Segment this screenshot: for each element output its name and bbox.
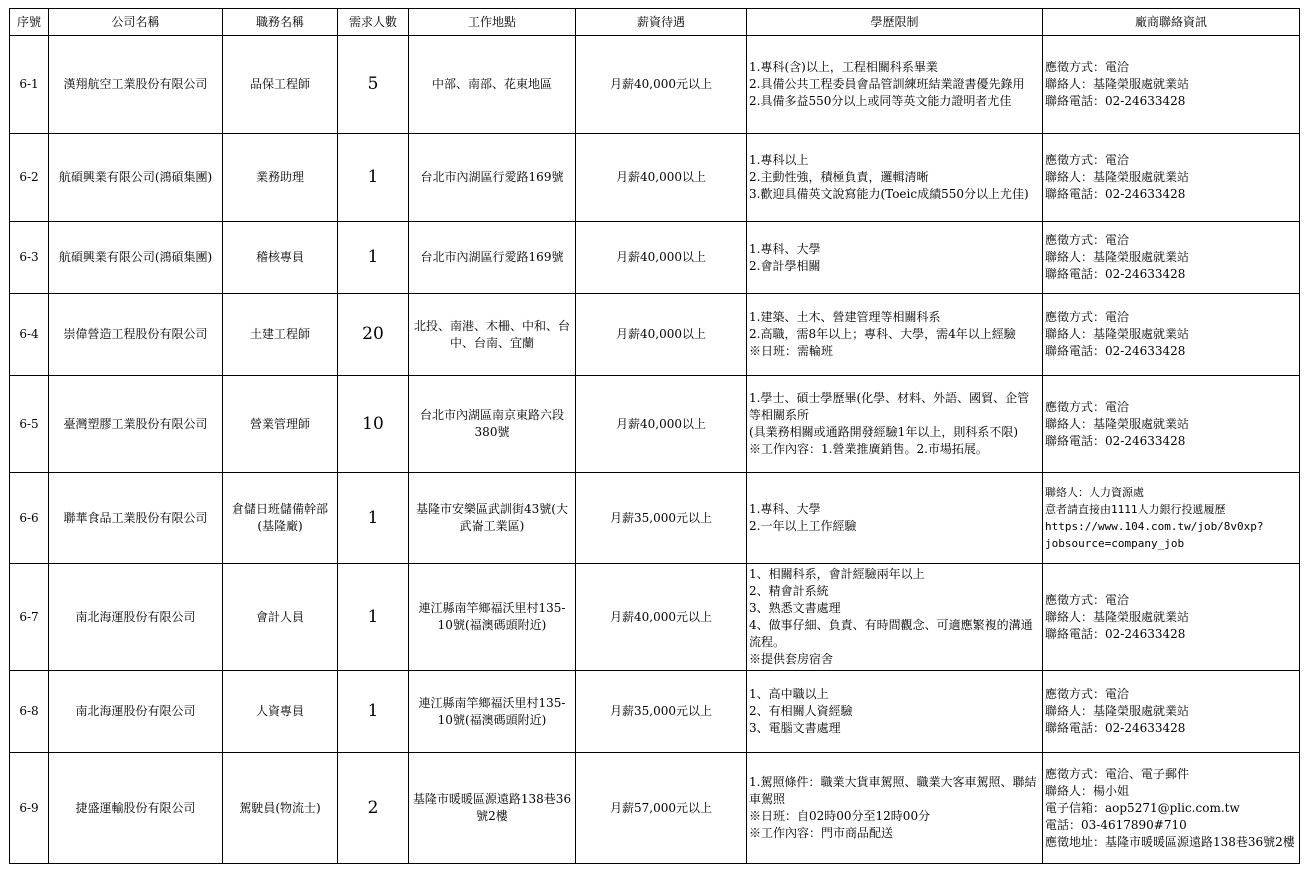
cell-requirements: 1.建築、土木、營建管理等相關科系 2.高職，需8年以上；專科、大學，需4年以上經驗 ※日班：需輪班 — [747, 294, 1043, 376]
cell-contact: 應徵方式：電洽 聯絡人：基隆榮服處就業站 聯絡電話：02-24633428 — [1043, 564, 1300, 671]
cell-location: 台北市內湖區行愛路169號 — [409, 222, 576, 294]
cell-id: 6-3 — [10, 222, 49, 294]
cell-count: 5 — [338, 36, 409, 134]
cell-count: 1 — [338, 134, 409, 222]
cell-company: 聯華食品工業股份有限公司 — [49, 473, 223, 564]
cell-id: 6-5 — [10, 376, 49, 473]
header-company: 公司名稱 — [49, 9, 223, 36]
cell-location: 中部、南部、花東地區 — [409, 36, 576, 134]
table-row — [10, 134, 1300, 222]
cell-requirements: 1.駕照條件：職業大貨車駕照、職業大客車駕照、聯結車駕照 ※日班：自02時00分至12時00分 ※工作內容：門市商品配送 — [747, 753, 1043, 864]
cell-position: 業務助理 — [223, 134, 338, 222]
header-id: 序號 — [10, 9, 49, 36]
cell-contact: 應徵方式：電洽、電子郵件 聯絡人：楊小姐 電子信箱：aop5271@plic.com.tw 電話：03-4617890#710 應徵地址：基隆市暖暖區源遠路138巷36號2樓 — [1043, 753, 1300, 864]
cell-requirements: 1.專科以上 2.主動性強，積極負責，邏輯清晰 3.歡迎具備英文說寫能力(Toeic成績550分以上尤佳) — [747, 134, 1043, 222]
cell-requirements: 1.學士、碩士學歷畢(化學、材料、外語、國貿、企管等相關系所 (具業務相關或通路開發經驗1年以上，則科系不限) ※工作內容：1.營業推廣銷售。2.市場拓展。 — [747, 376, 1043, 473]
cell-location: 台北市內湖區南京東路六段380號 — [409, 376, 576, 473]
cell-requirements: 1、高中職以上 2、有相關人資經驗 3、電腦文書處理 — [747, 671, 1043, 753]
cell-position: 駕駛員(物流士) — [223, 753, 338, 864]
cell-contact: 應徵方式：電洽 聯絡人：基隆榮服處就業站 聯絡電話：02-24633428 — [1043, 134, 1300, 222]
cell-company: 捷盛運輸股份有限公司 — [49, 753, 223, 864]
cell-contact: 應徵方式：電洽 聯絡人：基隆榮服處就業站 聯絡電話：02-24633428 — [1043, 376, 1300, 473]
job-listing-table — [9, 8, 1300, 864]
cell-position: 營業管理師 — [223, 376, 338, 473]
cell-company: 航碩興業有限公司(鴻碩集團) — [49, 222, 223, 294]
cell-count: 20 — [338, 294, 409, 376]
cell-id: 6-1 — [10, 36, 49, 134]
cell-contact: 聯絡人：人力資源處 意者請直接由1111人力銀行投遞履歷 https://www.104.com.tw/job/8v0xp?jobsource=company_job — [1043, 473, 1300, 564]
cell-salary: 月薪40,000以上 — [576, 376, 747, 473]
table-row — [10, 36, 1300, 134]
cell-count: 1 — [338, 473, 409, 564]
cell-company: 崇偉營造工程股份有限公司 — [49, 294, 223, 376]
cell-salary: 月薪40,000以上 — [576, 134, 747, 222]
header-location: 工作地點 — [409, 9, 576, 36]
cell-id: 6-7 — [10, 564, 49, 671]
cell-location: 連江縣南竿鄉福沃里村135-10號(福澳碼頭附近) — [409, 564, 576, 671]
cell-salary: 月薪40,000元以上 — [576, 564, 747, 671]
cell-count: 2 — [338, 753, 409, 864]
header-count: 需求人數 — [338, 9, 409, 36]
cell-position: 稽核專員 — [223, 222, 338, 294]
header-contact: 廠商聯絡資訊 — [1043, 9, 1300, 36]
cell-position: 人資專員 — [223, 671, 338, 753]
header-row — [10, 9, 1300, 36]
table-row — [10, 376, 1300, 473]
cell-count: 1 — [338, 671, 409, 753]
cell-salary: 月薪40,000元以上 — [576, 36, 747, 134]
cell-requirements: 1.專科、大學 2.一年以上工作經驗 — [747, 473, 1043, 564]
cell-salary: 月薪35,000元以上 — [576, 473, 747, 564]
cell-location: 連江縣南竿鄉福沃里村135-10號(福澳碼頭附近) — [409, 671, 576, 753]
cell-contact: 應徵方式：電洽 聯絡人：基隆榮服處就業站 聯絡電話：02-24633428 — [1043, 294, 1300, 376]
cell-id: 6-6 — [10, 473, 49, 564]
cell-salary: 月薪35,000元以上 — [576, 671, 747, 753]
table-row — [10, 671, 1300, 753]
cell-salary: 月薪40,000以上 — [576, 294, 747, 376]
cell-company: 臺灣塑膠工業股份有限公司 — [49, 376, 223, 473]
cell-position: 倉儲日班儲備幹部(基隆廠) — [223, 473, 338, 564]
header-position: 職務名稱 — [223, 9, 338, 36]
cell-contact: 應徵方式：電洽 聯絡人：基隆榮服處就業站 聯絡電話：02-24633428 — [1043, 36, 1300, 134]
cell-id: 6-8 — [10, 671, 49, 753]
cell-company: 漢翔航空工業股份有限公司 — [49, 36, 223, 134]
header-requirements: 學歷限制 — [747, 9, 1043, 36]
cell-company: 南北海運股份有限公司 — [49, 671, 223, 753]
cell-position: 會計人員 — [223, 564, 338, 671]
cell-count: 1 — [338, 222, 409, 294]
cell-id: 6-9 — [10, 753, 49, 864]
cell-count: 1 — [338, 564, 409, 671]
cell-position: 品保工程師 — [223, 36, 338, 134]
cell-salary: 月薪40,000以上 — [576, 222, 747, 294]
table-row — [10, 473, 1300, 564]
header-salary: 薪資待遇 — [576, 9, 747, 36]
cell-location: 台北市內湖區行愛路169號 — [409, 134, 576, 222]
cell-requirements: 1.專科(含)以上，工程相關科系畢業 2.具備公共工程委員會品管訓練班結業證書優先錄用 2.具備多益550分以上或同等英文能力證明者尤佳 — [747, 36, 1043, 134]
cell-contact: 應徵方式：電洽 聯絡人：基隆榮服處就業站 聯絡電話：02-24633428 — [1043, 671, 1300, 753]
cell-requirements: 1.專科、大學 2.會計學相關 — [747, 222, 1043, 294]
cell-salary: 月薪57,000元以上 — [576, 753, 747, 864]
cell-requirements: 1、相關科系，會計經驗兩年以上 2、精會計系統 3、熟悉文書處理 4、做事仔細、負責、有時間觀念、可適應繁複的溝通流程。 ※提供套房宿舍 — [747, 564, 1043, 671]
cell-location: 基隆市安樂區武訓街43號(大武崙工業區) — [409, 473, 576, 564]
cell-location: 基隆市暖暖區源遠路138巷36號2樓 — [409, 753, 576, 864]
cell-contact: 應徵方式：電洽 聯絡人：基隆榮服處就業站 聯絡電話：02-24633428 — [1043, 222, 1300, 294]
cell-id: 6-2 — [10, 134, 49, 222]
cell-count: 10 — [338, 376, 409, 473]
cell-company: 航碩興業有限公司(鴻碩集團) — [49, 134, 223, 222]
cell-position: 土建工程師 — [223, 294, 338, 376]
table-row — [10, 753, 1300, 864]
table-row — [10, 222, 1300, 294]
table-row — [10, 294, 1300, 376]
cell-location: 北投、南港、木柵、中和、台中、台南、宜蘭 — [409, 294, 576, 376]
table-row — [10, 564, 1300, 671]
cell-id: 6-4 — [10, 294, 49, 376]
cell-company: 南北海運股份有限公司 — [49, 564, 223, 671]
